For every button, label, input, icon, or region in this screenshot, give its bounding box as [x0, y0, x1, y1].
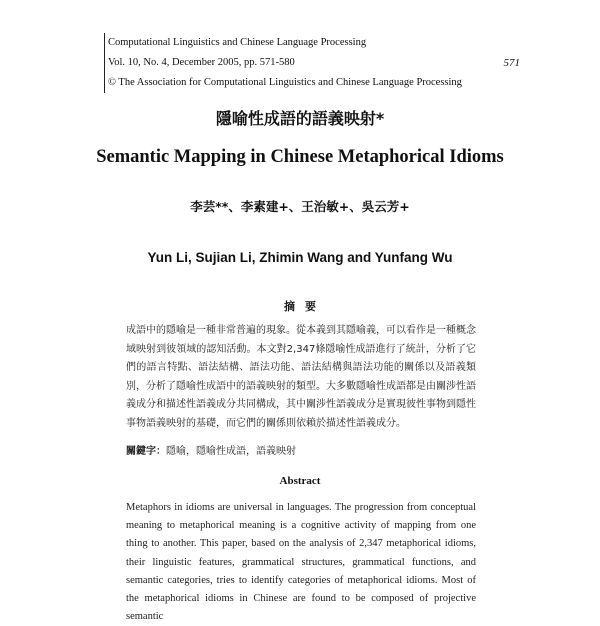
volume-info [108, 53, 520, 73]
abstract-english-heading: Abstract [279, 475, 321, 487]
title-chinese: 隱喻性成語的語義映射* [215, 109, 385, 128]
authors-english: Yun Li, Sujian Li, Zhimin Wang and Yunfang Wu [147, 250, 453, 265]
page-number: 571 [503, 57, 520, 69]
keywords-chinese [126, 442, 476, 457]
volume-text: Vol. 10, No. 4, December 2005, pp. 571-580 [108, 57, 295, 68]
authors-chinese: 李芸**、李素建+、王治敏+、吳云芳+ [190, 199, 410, 214]
title-english: Semantic Mapping in Chinese Metaphorical Idioms [96, 147, 504, 167]
keywords-list: 隱喻，隱喻性成語，語義映射 [166, 446, 296, 457]
journal-header [104, 33, 520, 93]
abstract-chinese-heading: 摘要 [284, 300, 326, 313]
abstract-chinese-body: 成語中的隱喻是一種非常普遍的現象。從本義到其隱喻義，可以看作是一種概念域映射到彼領域的認知活動。本文對2,347條隱喻性成語進行了統計，分析了它們的語言特點、語法結構、語法功能、語法結構與語法功能的關係以及語義類別，分析了隱喻性成語中的語義映射的類型。大多數隱喻性成語都是由關涉性語義成分和描述性語義成分共同構成，其中關涉性語義成分是實現彼性事物到隱性事物語義映射的基礎，而它們的關係則依賴於描述性語義成分。 [126, 325, 476, 429]
copyright-line: © The Association for Computational Linguistics and Chinese Language Processing [108, 77, 462, 88]
abstract-english-body: Metaphors in idioms are universal in languages. The progression from conceptual meaning to metaphorical meaning is a cognitive activity of mapping from one thing to another. This paper, based on the analysis of 2,347 metaphorical idioms, their linguistic features, grammatical structures, grammatical functions, and semantic categories, tries to identify categories of metaphorical idioms. Most of the metaphorical idioms in Chinese are found to be composed of projective semantic [126, 502, 476, 623]
keywords-label: 關鍵字： [126, 446, 166, 457]
journal-name: Computational Linguistics and Chinese Language Processing [108, 37, 367, 48]
